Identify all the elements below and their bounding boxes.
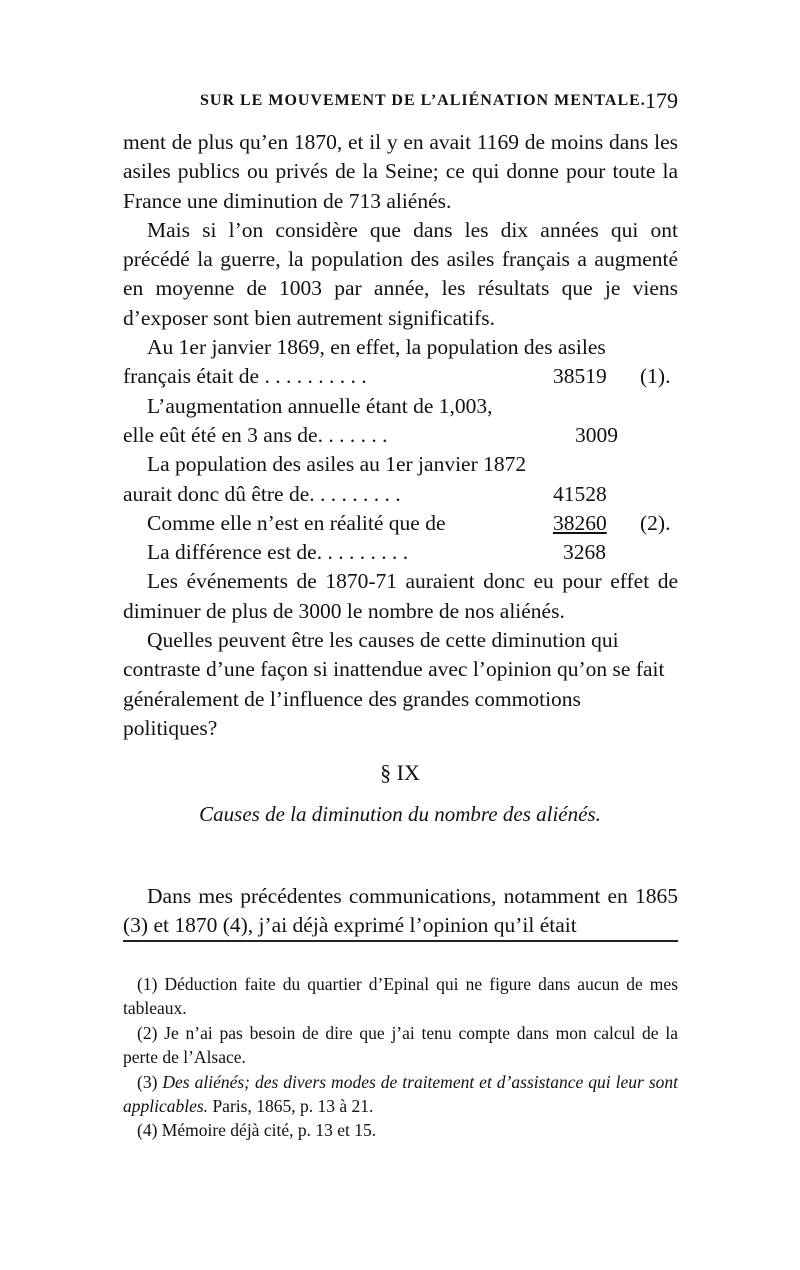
calculation-table <box>123 362 678 567</box>
footnote-3-ref: Paris, 1865, p. 13 à 21. <box>212 1096 374 1117</box>
paragraph-6: Dans mes précédentes communications, notamment en 1865 (3) et 1870 (4), j’ai déjà exprimé l’opinion qu’il était <box>123 883 678 937</box>
calc-note: (2). <box>640 510 671 535</box>
paragraph-3: Au 1er janvier 1869, en effet, la population des asiles <box>147 335 606 360</box>
footnote-3-title: Des aliénés; des divers modes de traitement et d’assistance qui leur sont applicables. <box>123 1071 679 1117</box>
calc-row <box>123 509 678 538</box>
calc-row <box>123 450 678 479</box>
running-title: SUR LE MOUVEMENT DE L’ALIÉNATION MENTALE. <box>200 92 646 109</box>
page-number: 179 <box>645 88 678 113</box>
calc-row <box>123 538 678 567</box>
section-number: § IX <box>380 760 420 785</box>
paragraph-5: Quelles peuvent être les causes de cette diminution qui contraste d’une façon si inattendue avec l’opinion qu’on se fait généralement de l’influence des grandes commotions politiques? <box>123 628 665 740</box>
calc-note: (1). <box>640 364 671 389</box>
footnote-3-number: (3) <box>137 1071 158 1092</box>
paragraph-4: Les événements de 1870-71 auraient donc eu pour effet de diminuer de plus de 3000 le nombre de nos aliénés. <box>123 569 678 623</box>
calc-label: L’augmentation annuelle étant de 1,003, <box>147 393 493 418</box>
calc-value: 3268 <box>563 540 606 565</box>
calc-value: 41528 <box>553 481 607 506</box>
footnote-3 <box>123 1070 678 1119</box>
paragraph-2: Mais si l’on considère que dans les dix années qui ont précédé la guerre, la population des asiles français a augmenté en moyenne de 1003 par année, les résultats que je viens d’exposer sont bien autrement significatifs. <box>123 217 678 330</box>
section-title: Causes de la diminution du nombre des aliénés. <box>199 802 601 826</box>
footnote-2: (2) Je n’ai pas besoin de dire que j’ai tenu compte dans mon calcul de la perte de l’Alsace. <box>123 1022 678 1068</box>
calc-row <box>123 480 678 509</box>
calc-label: elle eût été en 3 ans de. . . . . . . <box>123 422 388 447</box>
calc-value: 38260 <box>553 510 607 535</box>
calc-value: 38519 <box>553 364 607 389</box>
calc-label: français était de . . . . . . . . . . <box>123 364 367 389</box>
calc-row <box>123 421 678 450</box>
footnote-1: (1) Déduction faite du quartier d’Epinal qui ne figure dans aucun de mes tableaux. <box>123 974 678 1019</box>
main-text <box>123 128 678 743</box>
calc-label: Comme elle n’est en réalité que de <box>147 510 446 535</box>
footnote-4: (4) Mémoire déjà cité, p. 13 et 15. <box>137 1120 377 1141</box>
calc-row <box>123 392 678 421</box>
calc-label: aurait donc dû être de. . . . . . . . . <box>123 481 401 506</box>
paragraph-1: ment de plus qu’en 1870, et il y en avait 1169 de moins dans les asiles publics ou privés de la Seine; ce qui donne pour toute la France une diminution de 713 aliénés. <box>123 130 678 213</box>
calc-row <box>123 362 678 391</box>
section-text <box>123 860 678 962</box>
running-header <box>200 88 678 113</box>
calc-label: La population des asiles au 1er janvier 1872 <box>147 452 527 477</box>
footnote-separator <box>123 940 678 942</box>
footnotes <box>123 972 678 1143</box>
calc-value: 3009 <box>575 422 618 447</box>
calc-label: La différence est de. . . . . . . . . <box>147 540 409 565</box>
